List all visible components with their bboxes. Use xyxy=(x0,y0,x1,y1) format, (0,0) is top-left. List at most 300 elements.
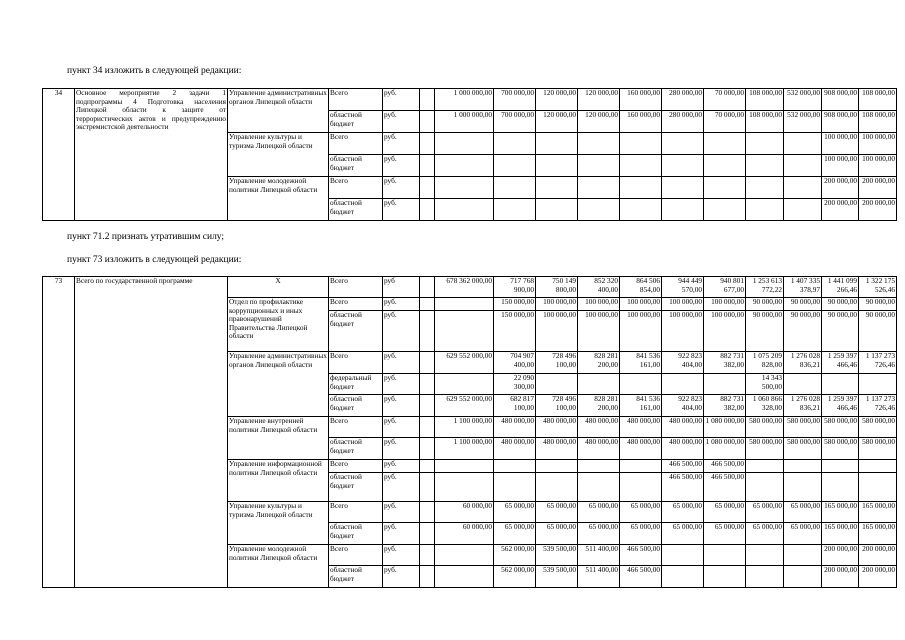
amount-cell xyxy=(420,133,435,155)
amount-cell: 165 000,00 xyxy=(859,523,897,545)
amount-cell xyxy=(536,374,578,395)
amount-cell xyxy=(578,460,620,473)
funding-source-cell: Всего xyxy=(329,460,383,473)
amount-cell: 108 000,00 xyxy=(859,111,897,133)
amount-cell xyxy=(420,111,435,133)
unit-cell: руб. xyxy=(383,311,420,352)
amount-cell: 828 281 200,00 xyxy=(578,352,620,374)
amount-cell: 511 400,00 xyxy=(578,566,620,588)
amount-cell: 580 000,00 xyxy=(784,417,822,438)
amount-cell: 1 000 000,00 xyxy=(435,111,494,133)
amount-cell xyxy=(420,438,435,460)
amount-cell: 1 060 866 328,00 xyxy=(746,395,784,417)
funding-source-cell: Всего xyxy=(329,177,383,199)
amount-cell: 852 320 400,00 xyxy=(578,277,620,298)
amount-cell: 532 000,00 xyxy=(784,111,822,133)
amount-cell xyxy=(704,199,746,221)
amount-cell xyxy=(704,566,746,588)
amount-cell xyxy=(620,155,662,177)
amount-cell xyxy=(620,199,662,221)
amount-cell xyxy=(746,155,784,177)
amount-cell xyxy=(662,133,704,155)
amount-cell xyxy=(704,133,746,155)
amount-cell xyxy=(784,566,822,588)
amount-cell: 944 449 570,00 xyxy=(662,277,704,298)
amount-cell xyxy=(435,566,494,588)
amount-cell: 480 000,00 xyxy=(536,438,578,460)
amount-cell: 511 400,00 xyxy=(578,545,620,566)
amount-cell: 700 000,00 xyxy=(494,111,536,133)
amount-cell xyxy=(420,523,435,545)
amount-cell xyxy=(420,177,435,199)
amount-cell xyxy=(784,199,822,221)
amount-cell: 1 075 209 828,00 xyxy=(746,352,784,374)
amount-cell xyxy=(578,473,620,502)
amount-cell: 200 000,00 xyxy=(822,545,859,566)
unit-cell: руб. xyxy=(383,111,420,133)
amount-cell: 90 000,00 xyxy=(746,298,784,311)
amount-cell: 682 817 100,00 xyxy=(494,395,536,417)
amount-cell xyxy=(704,177,746,199)
amount-cell xyxy=(536,155,578,177)
amount-cell xyxy=(494,133,536,155)
amount-cell: 562 000,00 xyxy=(494,545,536,566)
amount-cell xyxy=(662,566,704,588)
unit-cell: руб. xyxy=(383,566,420,588)
amount-cell xyxy=(746,566,784,588)
amount-cell: 65 000,00 xyxy=(784,523,822,545)
amount-cell: 200 000,00 xyxy=(822,177,859,199)
funding-source-cell: Всего xyxy=(329,352,383,374)
amount-cell xyxy=(620,133,662,155)
amount-cell: 65 000,00 xyxy=(704,502,746,523)
amount-cell xyxy=(784,133,822,155)
amount-cell: 100 000,00 xyxy=(662,311,704,352)
paragraph-item-73: пункт 73 изложить в следующей редакции: xyxy=(67,255,242,265)
executor-cell: Управление информационной политики Липецкой области xyxy=(228,460,329,502)
amount-cell: 100 000,00 xyxy=(578,298,620,311)
amount-cell: 90 000,00 xyxy=(822,298,859,311)
amount-cell: 580 000,00 xyxy=(784,438,822,460)
amount-cell: 100 000,00 xyxy=(704,298,746,311)
funding-source-cell: Всего xyxy=(329,417,383,438)
amount-cell: 466 500,00 xyxy=(662,460,704,473)
executor-cell: Отдел по профилактике коррупционных и иных правонарушений Правительства Липецкой области xyxy=(228,298,329,352)
unit-cell: руб. xyxy=(383,177,420,199)
amount-cell: 100 000,00 xyxy=(859,133,897,155)
unit-cell: руб. xyxy=(383,523,420,545)
amount-cell xyxy=(536,199,578,221)
amount-cell xyxy=(578,199,620,221)
amount-cell: 120 000,00 xyxy=(578,89,620,111)
amount-cell: 65 000,00 xyxy=(662,502,704,523)
amount-cell: 841 536 161,00 xyxy=(620,395,662,417)
paragraph-item-71-2: пункт 71.2 признать утратившим силу; xyxy=(67,232,225,242)
amount-cell: 580 000,00 xyxy=(746,417,784,438)
amount-cell: 65 000,00 xyxy=(494,502,536,523)
amount-cell xyxy=(704,155,746,177)
amount-cell xyxy=(420,374,435,395)
amount-cell: 100 000,00 xyxy=(704,311,746,352)
amount-cell: 466 500,00 xyxy=(662,473,704,502)
amount-cell: 629 552 000,00 xyxy=(435,352,494,374)
amount-cell xyxy=(746,473,784,502)
amount-cell: 200 000,00 xyxy=(859,545,897,566)
amount-cell: 165 000,00 xyxy=(822,523,859,545)
amount-cell: 828 281 200,00 xyxy=(578,395,620,417)
unit-cell: руб. xyxy=(383,545,420,566)
funding-source-cell: Всего xyxy=(329,277,383,298)
amount-cell xyxy=(420,395,435,417)
amount-cell xyxy=(784,460,822,473)
amount-cell xyxy=(578,133,620,155)
funding-source-cell: областной бюджет xyxy=(329,523,383,545)
amount-cell xyxy=(620,374,662,395)
amount-cell: 108 000,00 xyxy=(746,89,784,111)
amount-cell: 678 362 000,00 xyxy=(435,277,494,298)
amount-cell: 100 000,00 xyxy=(536,298,578,311)
unit-cell: руб. xyxy=(383,438,420,460)
amount-cell xyxy=(784,155,822,177)
amount-cell xyxy=(662,155,704,177)
amount-cell xyxy=(420,502,435,523)
amount-cell xyxy=(494,155,536,177)
unit-cell: руб. xyxy=(383,395,420,417)
amount-cell xyxy=(420,199,435,221)
row-number: 34 xyxy=(43,89,75,221)
funding-source-cell: областной бюджет xyxy=(329,199,383,221)
amount-cell xyxy=(859,460,897,473)
amount-cell: 100 000,00 xyxy=(620,311,662,352)
unit-cell: руб. xyxy=(383,460,420,473)
amount-cell: 108 000,00 xyxy=(746,111,784,133)
amount-cell: 90 000,00 xyxy=(784,298,822,311)
amount-cell: 922 823 404,00 xyxy=(662,352,704,374)
executor-cell: Управление административных органов Липецкой области xyxy=(228,352,329,417)
amount-cell: 100 000,00 xyxy=(620,298,662,311)
amount-cell: 200 000,00 xyxy=(822,566,859,588)
amount-cell: 70 000,00 xyxy=(704,111,746,133)
paragraph-item-34: пункт 34 изложить в следующей редакции: xyxy=(67,66,242,76)
amount-cell: 165 000,00 xyxy=(859,502,897,523)
executor-cell: Управление административных органов Липецкой области xyxy=(228,89,329,133)
amount-cell xyxy=(435,311,494,352)
amount-cell: 1 259 397 466,46 xyxy=(822,352,859,374)
amount-cell xyxy=(435,374,494,395)
amount-cell: 480 000,00 xyxy=(578,438,620,460)
amount-cell xyxy=(746,133,784,155)
amount-cell xyxy=(420,277,435,298)
amount-cell: 1 137 273 726,46 xyxy=(859,352,897,374)
amount-cell xyxy=(578,374,620,395)
unit-cell: руб. xyxy=(383,502,420,523)
amount-cell: 90 000,00 xyxy=(859,298,897,311)
amount-cell: 65 000,00 xyxy=(784,502,822,523)
amount-cell: 480 000,00 xyxy=(494,438,536,460)
amount-cell xyxy=(822,473,859,502)
amount-cell: 108 000,00 xyxy=(859,89,897,111)
amount-cell: 65 000,00 xyxy=(578,502,620,523)
amount-cell xyxy=(420,89,435,111)
amount-cell xyxy=(420,417,435,438)
amount-cell: 580 000,00 xyxy=(859,438,897,460)
amount-cell xyxy=(620,473,662,502)
amount-cell: 280 000,00 xyxy=(662,111,704,133)
amount-cell xyxy=(784,374,822,395)
amount-cell xyxy=(494,473,536,502)
amount-cell: 160 000,00 xyxy=(620,111,662,133)
funding-source-cell: Всего xyxy=(329,298,383,311)
amount-cell xyxy=(435,155,494,177)
measure-description: Всего по государственной программе xyxy=(75,277,228,588)
amount-cell: 100 000,00 xyxy=(822,155,859,177)
amount-cell: 60 000,00 xyxy=(435,502,494,523)
amount-cell: 922 823 404,00 xyxy=(662,395,704,417)
row-number: 73 xyxy=(43,277,75,588)
amount-cell xyxy=(435,298,494,311)
amount-cell: 750 149 800,00 xyxy=(536,277,578,298)
amount-cell: 280 000,00 xyxy=(662,89,704,111)
funding-source-cell: Всего xyxy=(329,545,383,566)
unit-cell: руб. xyxy=(383,199,420,221)
amount-cell: 580 000,00 xyxy=(746,438,784,460)
amount-cell: 65 000,00 xyxy=(662,523,704,545)
amount-cell: 480 000,00 xyxy=(536,417,578,438)
amount-cell xyxy=(435,199,494,221)
funding-source-cell: областной бюджет xyxy=(329,155,383,177)
amount-cell xyxy=(536,460,578,473)
amount-cell: 480 000,00 xyxy=(620,417,662,438)
amount-cell: 717 768 900,00 xyxy=(494,277,536,298)
amount-cell: 908 000,00 xyxy=(822,111,859,133)
funding-source-cell: областной бюджет xyxy=(329,473,383,502)
amount-cell: 120 000,00 xyxy=(536,89,578,111)
amount-cell: 466 500,00 xyxy=(620,545,662,566)
amount-cell xyxy=(746,199,784,221)
amount-cell xyxy=(494,460,536,473)
amount-cell: 100 000,00 xyxy=(822,133,859,155)
amount-cell: 150 000,00 xyxy=(494,298,536,311)
amount-cell: 1 080 000,00 xyxy=(704,438,746,460)
unit-cell: руб. xyxy=(383,89,420,111)
budget-table-item-73 xyxy=(42,276,897,588)
amount-cell: 562 000,00 xyxy=(494,566,536,588)
amount-cell: 90 000,00 xyxy=(822,311,859,352)
funding-source-cell: Всего xyxy=(329,502,383,523)
amount-cell: 160 000,00 xyxy=(620,89,662,111)
amount-cell: 1 441 099 266,46 xyxy=(822,277,859,298)
amount-cell: 539 500,00 xyxy=(536,545,578,566)
amount-cell: 1 276 028 836,21 xyxy=(784,352,822,374)
amount-cell: 65 000,00 xyxy=(746,523,784,545)
table-row xyxy=(43,89,897,111)
amount-cell xyxy=(822,460,859,473)
unit-cell: руб. xyxy=(383,417,420,438)
amount-cell: 580 000,00 xyxy=(822,417,859,438)
amount-cell xyxy=(536,133,578,155)
amount-cell: 65 000,00 xyxy=(746,502,784,523)
amount-cell: 120 000,00 xyxy=(536,111,578,133)
amount-cell xyxy=(494,177,536,199)
amount-cell: 466 500,00 xyxy=(620,566,662,588)
amount-cell xyxy=(420,352,435,374)
amount-cell: 1 100 000,00 xyxy=(435,438,494,460)
amount-cell: 65 000,00 xyxy=(536,502,578,523)
amount-cell xyxy=(420,473,435,502)
amount-cell xyxy=(420,311,435,352)
amount-cell: 1 100 000,00 xyxy=(435,417,494,438)
amount-cell: 580 000,00 xyxy=(822,438,859,460)
funding-source-cell: областной бюджет xyxy=(329,395,383,417)
amount-cell: 90 000,00 xyxy=(859,311,897,352)
amount-cell xyxy=(859,473,897,502)
amount-cell xyxy=(536,473,578,502)
amount-cell: 100 000,00 xyxy=(662,298,704,311)
executor-cell: Управление внутренней политики Липецкой области xyxy=(228,417,329,460)
amount-cell xyxy=(435,545,494,566)
amount-cell: 90 000,00 xyxy=(784,311,822,352)
amount-cell: 1 080 000,00 xyxy=(704,417,746,438)
amount-cell: 14 343 500,00 xyxy=(746,374,784,395)
amount-cell xyxy=(784,473,822,502)
measure-description: Основное мероприятие 2 задачи 1 подпрограммы 4 Подготовка населения Липецкой области к защите от террористических актов и предупреждению экстремистской деятельности xyxy=(75,89,228,221)
unit-cell: руб. xyxy=(383,298,420,311)
amount-cell: 882 731 382,00 xyxy=(704,395,746,417)
amount-cell: 841 536 161,00 xyxy=(620,352,662,374)
table-row xyxy=(43,277,897,298)
amount-cell: 200 000,00 xyxy=(859,199,897,221)
amount-cell xyxy=(536,177,578,199)
amount-cell: 65 000,00 xyxy=(494,523,536,545)
amount-cell: 165 000,00 xyxy=(822,502,859,523)
amount-cell: 704 907 400,00 xyxy=(494,352,536,374)
amount-cell: 466 500,00 xyxy=(704,473,746,502)
amount-cell: 480 000,00 xyxy=(662,438,704,460)
unit-cell: руб. xyxy=(383,374,420,395)
amount-cell: 480 000,00 xyxy=(662,417,704,438)
amount-cell: 200 000,00 xyxy=(859,566,897,588)
funding-source-cell: федеральный бюджет xyxy=(329,374,383,395)
executor-cell: Управление культуры и туризма Липецкой области xyxy=(228,502,329,545)
amount-cell: 65 000,00 xyxy=(536,523,578,545)
amount-cell xyxy=(494,199,536,221)
amount-cell: 480 000,00 xyxy=(578,417,620,438)
amount-cell: 882 731 382,00 xyxy=(704,352,746,374)
amount-cell: 1 276 028 836,21 xyxy=(784,395,822,417)
funding-source-cell: областной бюджет xyxy=(329,566,383,588)
unit-cell: руб. xyxy=(383,473,420,502)
amount-cell: 90 000,00 xyxy=(746,311,784,352)
amount-cell xyxy=(784,177,822,199)
amount-cell: 532 000,00 xyxy=(784,89,822,111)
amount-cell: 864 506 854,00 xyxy=(620,277,662,298)
amount-cell: 1 259 397 466,46 xyxy=(822,395,859,417)
amount-cell xyxy=(662,177,704,199)
amount-cell: 728 496 100,00 xyxy=(536,352,578,374)
amount-cell: 150 000,00 xyxy=(494,311,536,352)
amount-cell xyxy=(420,298,435,311)
executor-cell: X xyxy=(228,277,329,298)
amount-cell: 908 000,00 xyxy=(822,89,859,111)
amount-cell xyxy=(662,374,704,395)
amount-cell xyxy=(435,177,494,199)
funding-source-cell: Всего xyxy=(329,133,383,155)
amount-cell xyxy=(420,545,435,566)
funding-source-cell: областной бюджет xyxy=(329,311,383,352)
amount-cell: 1 253 613 772,22 xyxy=(746,277,784,298)
amount-cell: 70 000,00 xyxy=(704,89,746,111)
amount-cell xyxy=(784,545,822,566)
amount-cell xyxy=(435,473,494,502)
amount-cell xyxy=(620,460,662,473)
amount-cell xyxy=(578,155,620,177)
amount-cell xyxy=(662,545,704,566)
amount-cell xyxy=(620,177,662,199)
funding-source-cell: областной бюджет xyxy=(329,438,383,460)
amount-cell xyxy=(704,545,746,566)
amount-cell: 539 500,00 xyxy=(536,566,578,588)
amount-cell: 480 000,00 xyxy=(494,417,536,438)
funding-source-cell: Всего xyxy=(329,89,383,111)
amount-cell xyxy=(822,374,859,395)
amount-cell xyxy=(859,374,897,395)
unit-cell: руб xyxy=(383,277,420,298)
amount-cell xyxy=(746,545,784,566)
amount-cell xyxy=(746,460,784,473)
amount-cell: 100 000,00 xyxy=(536,311,578,352)
executor-cell: Управление молодежной политики Липецкой области xyxy=(228,177,329,221)
amount-cell: 65 000,00 xyxy=(704,523,746,545)
amount-cell: 480 000,00 xyxy=(620,438,662,460)
unit-cell: руб. xyxy=(383,133,420,155)
funding-source-cell: областной бюджет xyxy=(329,111,383,133)
amount-cell xyxy=(746,177,784,199)
amount-cell: 466 500,00 xyxy=(704,460,746,473)
amount-cell: 629 552 000,00 xyxy=(435,395,494,417)
executor-cell: Управление молодежной политики Липецкой области xyxy=(228,545,329,588)
amount-cell: 65 000,00 xyxy=(620,523,662,545)
amount-cell xyxy=(420,155,435,177)
amount-cell: 1 137 273 726,46 xyxy=(859,395,897,417)
executor-cell: Управление культуры и туризма Липецкой области xyxy=(228,133,329,177)
budget-table-item-34 xyxy=(42,88,897,221)
amount-cell: 100 000,00 xyxy=(578,311,620,352)
amount-cell xyxy=(578,177,620,199)
unit-cell: руб. xyxy=(383,155,420,177)
amount-cell: 580 000,00 xyxy=(859,417,897,438)
amount-cell: 1 407 335 378,97 xyxy=(784,277,822,298)
amount-cell: 1 000 000,00 xyxy=(435,89,494,111)
amount-cell: 65 000,00 xyxy=(578,523,620,545)
amount-cell xyxy=(704,374,746,395)
amount-cell: 200 000,00 xyxy=(859,177,897,199)
unit-cell: руб. xyxy=(383,352,420,374)
amount-cell: 65 000,00 xyxy=(620,502,662,523)
amount-cell xyxy=(420,460,435,473)
amount-cell xyxy=(435,460,494,473)
amount-cell: 200 000,00 xyxy=(822,199,859,221)
amount-cell: 60 000,00 xyxy=(435,523,494,545)
amount-cell: 1 322 175 526,46 xyxy=(859,277,897,298)
amount-cell xyxy=(662,199,704,221)
amount-cell: 700 000,00 xyxy=(494,89,536,111)
amount-cell: 22 090 300,00 xyxy=(494,374,536,395)
amount-cell: 728 496 100,00 xyxy=(536,395,578,417)
amount-cell xyxy=(420,566,435,588)
amount-cell: 120 000,00 xyxy=(578,111,620,133)
amount-cell: 100 000,00 xyxy=(859,155,897,177)
amount-cell: 940 801 677,00 xyxy=(704,277,746,298)
